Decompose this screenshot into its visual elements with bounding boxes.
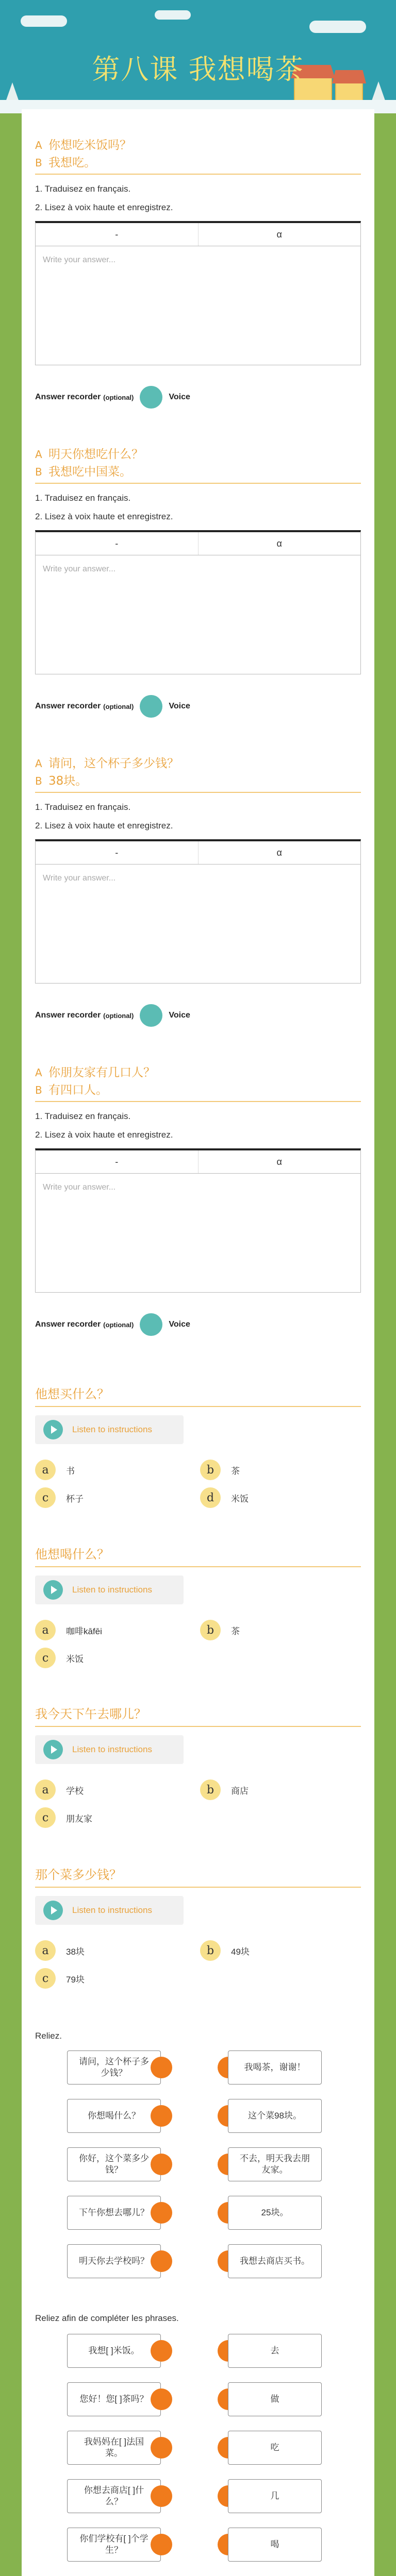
answer-audio-icon: B xyxy=(35,466,42,478)
match-right-box: 吃 xyxy=(228,2431,322,2465)
answer-input[interactable]: Write your answer... xyxy=(43,874,116,883)
table-col-1: - xyxy=(115,538,119,549)
table-col-2: α xyxy=(198,1150,361,1173)
recorder-optional: (optional) xyxy=(103,393,134,401)
divider xyxy=(35,1726,361,1727)
table-col-2: α xyxy=(198,223,361,246)
play-icon xyxy=(43,1580,63,1600)
divider xyxy=(35,1101,361,1102)
match-instruction: Reliez. xyxy=(35,2031,62,2041)
recorder-label: Answer recorder xyxy=(35,393,101,401)
cloud-decoration xyxy=(309,21,366,33)
option-letter: a xyxy=(35,1460,56,1480)
voice-label: Voice xyxy=(169,393,190,401)
match-right-box: 做 xyxy=(228,2382,322,2416)
option[interactable] xyxy=(35,1780,200,1800)
connector-left[interactable] xyxy=(151,2534,172,2555)
mc-title: 他想喝什么？ xyxy=(35,1547,109,1562)
option[interactable] xyxy=(35,1487,200,1508)
option-letter: c xyxy=(35,1487,56,1508)
instruction-2: 2. Lisez à voix haute et enregistrez. xyxy=(35,512,173,521)
match-instruction: Reliez afin de compléter les phrases. xyxy=(35,2313,179,2323)
answer-recorder xyxy=(35,1313,361,1336)
divider xyxy=(35,1566,361,1567)
option-letter: c xyxy=(35,1807,56,1828)
match-left-box: 你们学校有[ ]个学生？ xyxy=(67,2528,161,2562)
option[interactable] xyxy=(200,1940,365,1961)
option[interactable] xyxy=(35,1940,200,1961)
record-button[interactable] xyxy=(140,386,162,409)
answer-line xyxy=(35,463,361,481)
table-col-2: α xyxy=(198,532,361,555)
divider xyxy=(35,174,361,175)
record-button[interactable] xyxy=(140,1004,162,1027)
listen-button[interactable] xyxy=(35,1415,184,1444)
match-row xyxy=(35,2099,361,2147)
match-left-box: 你想喝什么？ xyxy=(67,2099,161,2133)
question-line xyxy=(35,1064,361,1081)
option[interactable] xyxy=(35,1968,200,1989)
option[interactable] xyxy=(35,1460,200,1480)
recorder-label: Answer recorder xyxy=(35,702,101,710)
mc-title: 那个菜多少钱？ xyxy=(35,1868,122,1882)
mc-question xyxy=(35,1865,361,1989)
option[interactable] xyxy=(35,1620,200,1640)
option-letter: b xyxy=(200,1460,221,1480)
question-line xyxy=(35,137,361,154)
instruction-2: 2. Lisez à voix haute et enregistrez. xyxy=(35,1130,173,1140)
option-text: 38块 xyxy=(66,1946,85,1957)
option-text: 书 xyxy=(66,1466,75,1476)
match-left-box: 你好，这个菜多少钱？ xyxy=(67,2147,161,2181)
question-audio-icon: A xyxy=(35,757,42,770)
table-header xyxy=(36,532,360,555)
instruction-2: 2. Lisez à voix haute et enregistrez. xyxy=(35,821,173,831)
match-left-box: 明天你去学校吗？ xyxy=(67,2244,161,2278)
question-line xyxy=(35,446,361,463)
record-button[interactable] xyxy=(140,695,162,718)
listen-button[interactable] xyxy=(35,1575,184,1604)
recorder-label: Answer recorder xyxy=(35,1320,101,1329)
answer-line xyxy=(35,1081,361,1099)
mc-question xyxy=(35,1704,361,1828)
answer-text: 我想吃。 xyxy=(48,156,96,170)
option-text: 杯子 xyxy=(66,1494,84,1504)
answer-audio-icon: B xyxy=(35,1084,42,1096)
connector-left[interactable] xyxy=(151,2154,172,2175)
option-letter: d xyxy=(200,1487,221,1508)
listen-label: Listen to instructions xyxy=(72,1905,152,1915)
option-text: 茶 xyxy=(231,1626,240,1636)
option[interactable] xyxy=(200,1487,365,1508)
option[interactable] xyxy=(200,1780,365,1800)
voice-label: Voice xyxy=(169,702,190,710)
option[interactable] xyxy=(35,1807,200,1828)
question-audio-icon: A xyxy=(35,1066,42,1079)
instruction-2: 2. Lisez à voix haute et enregistrez. xyxy=(35,202,173,212)
match-left-box: 请问，这个杯子多少钱？ xyxy=(67,2050,161,2084)
match-row xyxy=(35,2244,361,2293)
header-banner xyxy=(0,0,396,113)
answer-line xyxy=(35,772,361,790)
match-row xyxy=(35,2334,361,2382)
table-header xyxy=(36,1150,360,1174)
recorder-optional: (optional) xyxy=(103,1011,134,1020)
divider xyxy=(35,1406,361,1407)
option[interactable] xyxy=(200,1620,365,1640)
page-title: 第八课 我想喝茶 xyxy=(92,53,304,86)
match-row xyxy=(35,2050,361,2099)
options xyxy=(35,1780,361,1828)
answer-table xyxy=(35,530,361,674)
answer-input[interactable]: Write your answer... xyxy=(43,256,116,264)
answer-recorder xyxy=(35,695,361,718)
options xyxy=(35,1940,361,1989)
answer-table xyxy=(35,221,361,365)
play-icon xyxy=(43,1420,63,1439)
translation-question xyxy=(35,755,361,1027)
option[interactable] xyxy=(35,1648,200,1668)
listen-label: Listen to instructions xyxy=(72,1744,152,1754)
option-text: 米饭 xyxy=(66,1654,84,1664)
match-row xyxy=(35,2479,361,2528)
match-right-box: 25块。 xyxy=(228,2196,322,2230)
match-right-box: 去 xyxy=(228,2334,322,2368)
listen-label: Listen to instructions xyxy=(72,1425,152,1434)
question-text: 明天你想吃什么？ xyxy=(48,448,143,461)
instruction-1: 1. Traduisez en français. xyxy=(35,493,131,503)
cloud-decoration xyxy=(155,10,191,20)
table-header xyxy=(36,223,360,246)
question-text: 请问，这个杯子多少钱？ xyxy=(48,757,179,770)
question-text: 你朋友家有几口人？ xyxy=(48,1066,155,1079)
question-line xyxy=(35,755,361,772)
recorder-label: Answer recorder xyxy=(35,1011,101,1020)
option-letter: c xyxy=(35,1968,56,1989)
option-letter: a xyxy=(35,1620,56,1640)
match-left-box: 我妈妈在[ ]法国菜。 xyxy=(67,2431,161,2465)
table-col-1: - xyxy=(115,229,119,240)
listen-button[interactable] xyxy=(35,1896,184,1925)
mc-question xyxy=(35,1545,361,1668)
translation-question xyxy=(35,1064,361,1336)
option-text: 商店 xyxy=(231,1786,249,1796)
option-text: 米饭 xyxy=(231,1494,249,1504)
recorder-optional: (optional) xyxy=(103,1320,134,1329)
play-icon xyxy=(43,1901,63,1920)
answer-text: 有四口人。 xyxy=(48,1083,108,1097)
answer-line xyxy=(35,154,361,172)
play-icon xyxy=(43,1740,63,1759)
option-text: 茶 xyxy=(231,1466,240,1476)
listen-label: Listen to instructions xyxy=(72,1585,152,1595)
instruction-1: 1. Traduisez en français. xyxy=(35,802,131,812)
match-left-box: 你想去商店[ ]什么？ xyxy=(67,2479,161,2513)
option-letter: a xyxy=(35,1780,56,1800)
match-right-box: 喝 xyxy=(228,2528,322,2562)
match-right-box: 几 xyxy=(228,2479,322,2513)
translation-question xyxy=(35,137,361,409)
options xyxy=(35,1620,361,1668)
match-grid xyxy=(35,2334,361,2576)
match-right-box: 我想去商店买书。 xyxy=(228,2244,322,2278)
instruction-1: 1. Traduisez en français. xyxy=(35,184,131,194)
answer-table xyxy=(35,839,361,984)
answer-input[interactable]: Write your answer... xyxy=(43,1183,116,1192)
match-row xyxy=(35,2382,361,2431)
option-text: 朋友家 xyxy=(66,1814,92,1824)
divider xyxy=(35,1887,361,1888)
option-text: 咖啡kāfēi xyxy=(66,1626,102,1636)
table-col-1: - xyxy=(115,1156,119,1167)
record-button[interactable] xyxy=(140,1313,162,1336)
answer-recorder xyxy=(35,386,361,409)
connector-left[interactable] xyxy=(151,2485,172,2507)
voice-label: Voice xyxy=(169,1011,190,1020)
connector-left[interactable] xyxy=(151,2105,172,2127)
table-col-2: α xyxy=(198,841,361,864)
option-letter: c xyxy=(35,1648,56,1668)
match-row xyxy=(35,2528,361,2576)
answer-text: 38块。 xyxy=(48,774,88,788)
match-left-box: 下午你想去哪儿？ xyxy=(67,2196,161,2230)
answer-table xyxy=(35,1148,361,1293)
cloud-decoration xyxy=(21,15,67,27)
translation-question xyxy=(35,446,361,718)
match-left-box: 您好！您[ ]茶吗？ xyxy=(67,2382,161,2416)
mc-question xyxy=(35,1384,361,1508)
answer-audio-icon: B xyxy=(35,775,42,787)
mc-title: 我今天下午去哪儿？ xyxy=(35,1707,146,1721)
match-right-box: 我喝茶，谢谢！ xyxy=(228,2050,322,2084)
instruction-1: 1. Traduisez en français. xyxy=(35,1111,131,1121)
connector-left[interactable] xyxy=(151,2202,172,2224)
table-col-1: - xyxy=(115,847,119,858)
option[interactable] xyxy=(200,1460,365,1480)
question-text: 你想吃米饭吗？ xyxy=(48,139,131,152)
answer-input[interactable]: Write your answer... xyxy=(43,565,116,573)
options xyxy=(35,1460,361,1508)
match-row xyxy=(35,2431,361,2479)
option-text: 49块 xyxy=(231,1946,250,1957)
option-letter: b xyxy=(200,1620,221,1640)
connector-left[interactable] xyxy=(151,2057,172,2078)
match-grid xyxy=(35,2050,361,2293)
match-right-box: 这个菜98块。 xyxy=(228,2099,322,2133)
question-audio-icon: A xyxy=(35,139,42,151)
answer-text: 我想吃中国菜。 xyxy=(48,465,131,479)
recorder-optional: (optional) xyxy=(103,702,134,710)
connector-left[interactable] xyxy=(151,2388,172,2410)
match-right-box: 不去，明天我去朋友家。 xyxy=(228,2147,322,2181)
match-row xyxy=(35,2196,361,2244)
connector-left[interactable] xyxy=(151,2340,172,2362)
table-header xyxy=(36,841,360,865)
mc-title: 他想买什么？ xyxy=(35,1387,109,1401)
option-text: 学校 xyxy=(66,1786,84,1796)
divider xyxy=(35,792,361,793)
option-text: 79块 xyxy=(66,1974,85,1985)
divider xyxy=(35,483,361,484)
connector-left[interactable] xyxy=(151,2250,172,2272)
question-audio-icon: A xyxy=(35,448,42,461)
option-letter: b xyxy=(200,1940,221,1961)
match-row xyxy=(35,2147,361,2196)
answer-audio-icon: B xyxy=(35,157,42,169)
connector-left[interactable] xyxy=(151,2437,172,2459)
option-letter: b xyxy=(200,1780,221,1800)
option-letter: a xyxy=(35,1940,56,1961)
listen-button[interactable] xyxy=(35,1735,184,1764)
answer-recorder xyxy=(35,1004,361,1027)
voice-label: Voice xyxy=(169,1320,190,1329)
match-left-box: 我想[ ]米饭。 xyxy=(67,2334,161,2368)
